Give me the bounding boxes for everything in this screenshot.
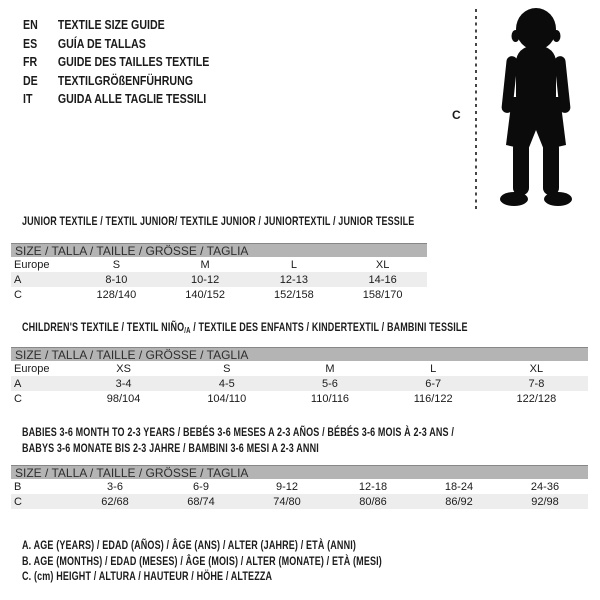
lang-row-es — [23, 35, 209, 54]
lang-code: ES — [23, 36, 38, 51]
height-cell: 158/170 — [362, 288, 403, 301]
height-cell: 140/152 — [185, 288, 225, 301]
age-cell: 3-4 — [115, 377, 132, 390]
lang-code: DE — [23, 73, 38, 88]
babies-section-title-line1: BABIES 3-6 MONTH TO 2-3 YEARS / BEBÉS 3-6 MESES A 2-3 AÑOS / BÉBÉS 3-6 MOIS À 2-3 ANS / — [22, 425, 454, 439]
footnotes — [22, 538, 502, 585]
lang-code: IT — [23, 92, 33, 107]
size-cell: S — [112, 258, 121, 271]
row-label: C — [14, 288, 22, 301]
babies-size-header-bar — [11, 465, 588, 479]
height-cell: 116/122 — [413, 392, 453, 405]
size-cell: XL — [529, 362, 544, 375]
junior-size-table — [11, 243, 427, 302]
row-label: Europe — [14, 258, 50, 271]
age-cell: 14-16 — [368, 273, 397, 286]
table-row — [11, 257, 427, 272]
size-header-label: SIZE / TALLA / TAILLE / GRÖSSE / TAGLIA — [15, 347, 249, 362]
size-cell: XS — [116, 362, 131, 375]
size-cell: M — [325, 362, 335, 375]
age-cell: 12-18 — [358, 480, 388, 493]
lang-label: TEXTILGRÖßENFÜHRUNG — [57, 73, 194, 88]
height-cell: 62/68 — [101, 495, 129, 508]
height-cell: 128/140 — [96, 288, 137, 301]
height-cell: 122/128 — [516, 392, 557, 405]
row-label: A — [14, 273, 22, 286]
age-cell: 18-24 — [444, 480, 474, 493]
row-label: C — [14, 495, 22, 508]
table-row — [11, 376, 588, 391]
lang-row-it — [23, 90, 209, 109]
table-row — [11, 391, 588, 406]
children-section-title — [22, 320, 468, 338]
lang-label: GUIDA ALLE TAGLIE TESSILI — [57, 92, 207, 107]
age-cell: 12-13 — [279, 273, 308, 286]
age-cell: 4-5 — [218, 377, 235, 390]
age-cell: 24-36 — [530, 480, 560, 493]
table-row — [11, 479, 588, 494]
height-cell: 104/110 — [207, 392, 247, 405]
size-cell: XL — [375, 258, 390, 271]
height-cell: 152/158 — [273, 288, 314, 301]
row-label: Europe — [14, 362, 50, 375]
age-cell: 8-10 — [105, 273, 128, 286]
height-cell: 110/116 — [310, 392, 350, 405]
baby-silhouette — [487, 5, 587, 212]
children-title-sub: /A — [184, 326, 191, 335]
height-cell: 80/86 — [359, 495, 387, 508]
babies-size-table — [11, 465, 588, 509]
height-cell: 98/104 — [106, 392, 141, 405]
height-measure-label: C — [452, 108, 461, 122]
size-header-label: SIZE / TALLA / TAILLE / GRÖSSE / TAGLIA — [15, 243, 249, 258]
size-cell: L — [430, 362, 437, 375]
lang-code: EN — [23, 18, 38, 32]
age-cell: 9-12 — [275, 480, 299, 493]
age-cell: 3-6 — [107, 480, 123, 493]
footnote-age-months: B. AGE (MONTHS) / EDAD (MESES) / ÂGE (MOIS) / ALTER (MONATE) / ETÀ (MESI) — [22, 553, 382, 568]
footnote-height-cm: C. (cm) HEIGHT / ALTURA / HAUTEUR / HÖHE / ALTEZZA — [22, 569, 273, 583]
table-row — [11, 494, 588, 509]
height-cell: 68/74 — [187, 495, 215, 508]
babies-section-title-line2: BABYS 3-6 MONATE BIS 2-3 JAHRE / BAMBINI 3-6 MESI A 2-3 ANNI — [22, 441, 319, 455]
table-row — [11, 361, 588, 376]
lang-row-en — [23, 16, 209, 35]
lang-label: GUIDE DES TAILLES TEXTILE — [57, 55, 210, 70]
age-cell: 6-7 — [425, 377, 442, 390]
height-cell: 86/92 — [445, 495, 473, 508]
height-measure-dotted-line — [475, 9, 477, 213]
junior-section-title: JUNIOR TEXTILE / TEXTIL JUNIOR/ TEXTILE JUNIOR / JUNIORTEXTIL / JUNIOR TESSILE — [22, 214, 415, 228]
age-cell: 6-9 — [193, 480, 209, 493]
height-cell: 74/80 — [273, 495, 301, 508]
lang-row-fr — [23, 53, 209, 72]
children-size-header-bar — [11, 347, 588, 361]
age-cell: 10-12 — [191, 273, 220, 286]
lang-label: GUÍA DE TALLAS — [57, 36, 146, 51]
height-cell: 92/98 — [531, 495, 559, 508]
language-legend — [23, 16, 242, 109]
age-cell: 7-8 — [528, 377, 545, 390]
children-title-post: / TEXTILE DES ENFANTS / KINDERTEXTIL / BAMBINI TESSILE — [190, 320, 468, 334]
footnote-age-years: A. AGE (YEARS) / EDAD (AÑOS) / ÂGE (ANS) / ALTER (JAHRE) / ETÀ (ANNI) — [22, 538, 357, 552]
children-size-table — [11, 347, 588, 406]
children-title-pre: CHILDREN'S TEXTILE / TEXTIL NIÑO — [22, 320, 185, 334]
lang-label: TEXTILE SIZE GUIDE — [57, 18, 165, 32]
table-row — [11, 272, 427, 287]
row-label: C — [14, 392, 22, 405]
row-label: A — [14, 377, 22, 390]
lang-code: FR — [23, 55, 38, 70]
age-cell: 5-6 — [322, 377, 338, 390]
size-header-label: SIZE / TALLA / TAILLE / GRÖSSE / TAGLIA — [15, 465, 249, 480]
size-cell: L — [290, 258, 297, 271]
row-label: B — [14, 480, 22, 493]
size-cell: S — [223, 362, 231, 375]
size-cell: M — [200, 258, 210, 271]
junior-size-header-bar — [11, 243, 427, 257]
lang-row-de — [23, 72, 209, 91]
table-row — [11, 287, 427, 302]
